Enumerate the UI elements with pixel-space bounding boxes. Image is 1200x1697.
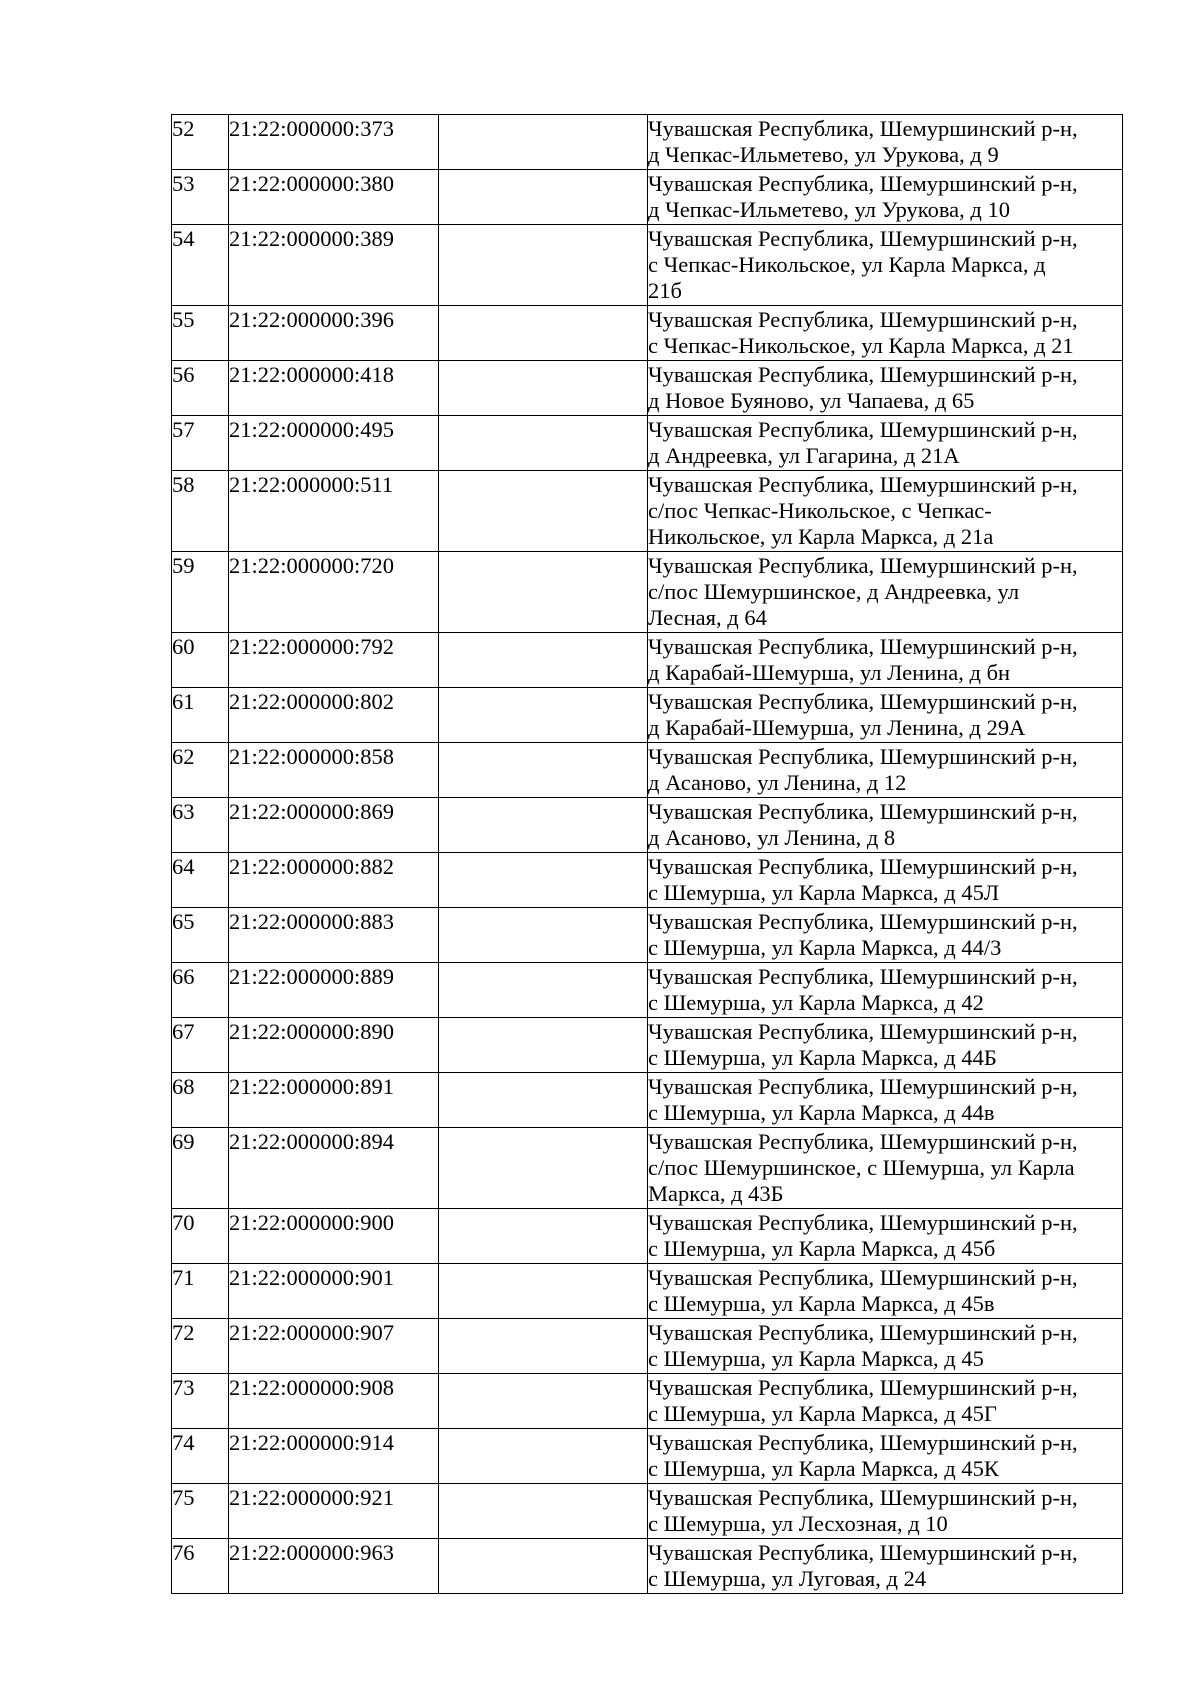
cadastral-number-cell: 21:22:000000:373 (229, 115, 439, 170)
address-line: с Чепкас-Никольское, ул Карла Маркса, д 21 (648, 333, 1074, 358)
address-line: с Шемурша, ул Карла Маркса, д 45Г (648, 1401, 997, 1426)
row-number-cell: 75 (172, 1484, 229, 1539)
empty-cell (439, 1429, 648, 1484)
cadastral-number-cell: 21:22:000000:963 (229, 1539, 439, 1594)
address-line: с Шемурша, ул Луговая, д 24 (648, 1566, 927, 1591)
table-row (172, 1128, 1123, 1209)
cadastral-number-cell: 21:22:000000:418 (229, 361, 439, 416)
address-line: с Шемурша, ул Лесхозная, д 10 (648, 1511, 948, 1536)
cadastral-number-cell: 21:22:000000:802 (229, 688, 439, 743)
address-cell (648, 743, 1123, 798)
table-row (172, 471, 1123, 552)
address-line: с Шемурша, ул Карла Маркса, д 45Л (648, 880, 1000, 905)
cadastral-number-cell: 21:22:000000:883 (229, 908, 439, 963)
address-line: с/пос Шемуршинское, д Андреевка, ул (648, 579, 1020, 604)
row-number-cell: 72 (172, 1319, 229, 1374)
row-number-cell: 65 (172, 908, 229, 963)
address-cell (648, 306, 1123, 361)
row-number-cell: 62 (172, 743, 229, 798)
address-cell (648, 1539, 1123, 1594)
empty-cell (439, 908, 648, 963)
address-line: с Шемурша, ул Карла Маркса, д 45 (648, 1346, 984, 1371)
cadastral-number-cell: 21:22:000000:511 (229, 471, 439, 552)
empty-cell (439, 1484, 648, 1539)
cadastral-number-cell: 21:22:000000:901 (229, 1264, 439, 1319)
table-row (172, 1319, 1123, 1374)
address-line: с Шемурша, ул Карла Маркса, д 44Б (648, 1045, 997, 1070)
address-line: д Карабай-Шемурша, ул Ленина, д бн (648, 660, 1011, 685)
cadastral-number-cell: 21:22:000000:792 (229, 633, 439, 688)
address-line: Чувашская Республика, Шемуршинский р-н, (648, 689, 1078, 714)
table-row (172, 743, 1123, 798)
address-line: Маркса, д 43Б (648, 1181, 784, 1206)
cadastral-number-cell: 21:22:000000:907 (229, 1319, 439, 1374)
empty-cell (439, 1128, 648, 1209)
empty-cell (439, 225, 648, 306)
cadastral-number-cell: 21:22:000000:900 (229, 1209, 439, 1264)
empty-cell (439, 853, 648, 908)
row-number-cell: 59 (172, 552, 229, 633)
empty-cell (439, 743, 648, 798)
address-line: Чувашская Республика, Шемуршинский р-н, (648, 417, 1078, 442)
address-line: Чувашская Республика, Шемуршинский р-н, (648, 1485, 1078, 1510)
cadastral-number-cell: 21:22:000000:921 (229, 1484, 439, 1539)
cadastral-number-cell: 21:22:000000:914 (229, 1429, 439, 1484)
address-line: Чувашская Республика, Шемуршинский р-н, (648, 1019, 1078, 1044)
address-line: Чувашская Республика, Шемуршинский р-н, (648, 634, 1078, 659)
address-line: с/пос Чепкас-Никольское, с Чепкас- (648, 498, 992, 523)
table-row (172, 361, 1123, 416)
table-row (172, 853, 1123, 908)
address-line: Чувашская Республика, Шемуршинский р-н, (648, 909, 1078, 934)
address-cell (648, 1209, 1123, 1264)
address-cell (648, 552, 1123, 633)
address-cell (648, 908, 1123, 963)
address-line: с Шемурша, ул Карла Маркса, д 45б (648, 1236, 996, 1261)
row-number-cell: 53 (172, 170, 229, 225)
row-number-cell: 61 (172, 688, 229, 743)
empty-cell (439, 688, 648, 743)
address-cell (648, 416, 1123, 471)
address-line: Чувашская Республика, Шемуршинский р-н, (648, 799, 1078, 824)
address-line: д Чепкас-Ильметево, ул Урукова, д 10 (648, 197, 1010, 222)
table-row (172, 1484, 1123, 1539)
address-line: д Андреевка, ул Гагарина, д 21А (648, 443, 960, 468)
address-line: Чувашская Республика, Шемуршинский р-н, (648, 226, 1078, 251)
row-number-cell: 74 (172, 1429, 229, 1484)
address-line: Чувашская Республика, Шемуршинский р-н, (648, 553, 1078, 578)
cadastral-number-cell: 21:22:000000:495 (229, 416, 439, 471)
row-number-cell: 55 (172, 306, 229, 361)
empty-cell (439, 552, 648, 633)
address-cell (648, 170, 1123, 225)
table-row (172, 633, 1123, 688)
address-cell (648, 688, 1123, 743)
row-number-cell: 63 (172, 798, 229, 853)
empty-cell (439, 1073, 648, 1128)
row-number-cell: 76 (172, 1539, 229, 1594)
address-line: с Шемурша, ул Карла Маркса, д 44в (648, 1100, 995, 1125)
empty-cell (439, 963, 648, 1018)
table-row (172, 1264, 1123, 1319)
row-number-cell: 52 (172, 115, 229, 170)
address-cell (648, 963, 1123, 1018)
table-row (172, 115, 1123, 170)
empty-cell (439, 471, 648, 552)
address-line: Никольское, ул Карла Маркса, д 21а (648, 524, 994, 549)
cadastral-number-cell: 21:22:000000:869 (229, 798, 439, 853)
address-cell (648, 798, 1123, 853)
cadastral-number-cell: 21:22:000000:882 (229, 853, 439, 908)
address-line: д Карабай-Шемурша, ул Ленина, д 29А (648, 715, 1026, 740)
table-row (172, 1209, 1123, 1264)
address-cell (648, 633, 1123, 688)
empty-cell (439, 170, 648, 225)
row-number-cell: 73 (172, 1374, 229, 1429)
address-line: д Асаново, ул Ленина, д 12 (648, 770, 907, 795)
address-line: Чувашская Республика, Шемуршинский р-н, (648, 1265, 1078, 1290)
row-number-cell: 69 (172, 1128, 229, 1209)
empty-cell (439, 361, 648, 416)
table-row (172, 1429, 1123, 1484)
table-row (172, 688, 1123, 743)
address-line: д Чепкас-Ильметево, ул Урукова, д 9 (648, 142, 999, 167)
address-cell (648, 225, 1123, 306)
address-line: Лесная, д 64 (648, 605, 767, 630)
cadastral-number-cell: 21:22:000000:894 (229, 1128, 439, 1209)
cadastral-number-cell: 21:22:000000:389 (229, 225, 439, 306)
row-number-cell: 64 (172, 853, 229, 908)
row-number-cell: 71 (172, 1264, 229, 1319)
address-cell (648, 1429, 1123, 1484)
address-line: с Шемурша, ул Карла Маркса, д 45К (648, 1456, 999, 1481)
table-row (172, 963, 1123, 1018)
address-line: Чувашская Республика, Шемуршинский р-н, (648, 307, 1078, 332)
cadastral-number-cell: 21:22:000000:858 (229, 743, 439, 798)
cadastral-number-cell: 21:22:000000:720 (229, 552, 439, 633)
address-cell (648, 471, 1123, 552)
table-body (172, 115, 1123, 1594)
empty-cell (439, 306, 648, 361)
table-row (172, 306, 1123, 361)
address-cell (648, 1264, 1123, 1319)
table-row (172, 170, 1123, 225)
empty-cell (439, 416, 648, 471)
table-row (172, 1539, 1123, 1594)
empty-cell (439, 1209, 648, 1264)
address-cell (648, 1484, 1123, 1539)
address-line: д Асаново, ул Ленина, д 8 (648, 825, 896, 850)
address-line: Чувашская Республика, Шемуршинский р-н, (648, 1430, 1078, 1455)
address-line: Чувашская Республика, Шемуршинский р-н, (648, 171, 1078, 196)
row-number-cell: 54 (172, 225, 229, 306)
table-row (172, 416, 1123, 471)
row-number-cell: 70 (172, 1209, 229, 1264)
empty-cell (439, 1539, 648, 1594)
address-line: Чувашская Республика, Шемуршинский р-н, (648, 964, 1078, 989)
address-line: с Шемурша, ул Карла Маркса, д 42 (648, 990, 984, 1015)
row-number-cell: 68 (172, 1073, 229, 1128)
address-line: с Чепкас-Никольское, ул Карла Маркса, д (648, 252, 1046, 277)
table-row (172, 908, 1123, 963)
address-line: с/пос Шемуршинское, с Шемурша, ул Карла (648, 1155, 1075, 1180)
cadastral-number-cell: 21:22:000000:908 (229, 1374, 439, 1429)
empty-cell (439, 1018, 648, 1073)
row-number-cell: 66 (172, 963, 229, 1018)
address-line: Чувашская Республика, Шемуршинский р-н, (648, 1375, 1078, 1400)
table-row (172, 1073, 1123, 1128)
row-number-cell: 58 (172, 471, 229, 552)
address-line: Чувашская Республика, Шемуршинский р-н, (648, 744, 1078, 769)
empty-cell (439, 633, 648, 688)
address-line: Чувашская Республика, Шемуршинский р-н, (648, 472, 1078, 497)
address-line: Чувашская Республика, Шемуршинский р-н, (648, 1129, 1078, 1154)
address-line: Чувашская Республика, Шемуршинский р-н, (648, 362, 1078, 387)
address-cell (648, 1073, 1123, 1128)
cadastral-number-cell: 21:22:000000:890 (229, 1018, 439, 1073)
address-cell (648, 115, 1123, 170)
table-row (172, 1018, 1123, 1073)
address-line: Чувашская Республика, Шемуршинский р-н, (648, 1074, 1078, 1099)
address-cell (648, 361, 1123, 416)
address-line: Чувашская Республика, Шемуршинский р-н, (648, 1320, 1078, 1345)
address-line: 21б (648, 278, 682, 303)
address-cell (648, 1128, 1123, 1209)
empty-cell (439, 1319, 648, 1374)
cadastral-number-cell: 21:22:000000:380 (229, 170, 439, 225)
address-line: Чувашская Республика, Шемуршинский р-н, (648, 854, 1078, 879)
row-number-cell: 56 (172, 361, 229, 416)
property-table (171, 114, 1123, 1594)
row-number-cell: 60 (172, 633, 229, 688)
address-cell (648, 853, 1123, 908)
table-row (172, 225, 1123, 306)
empty-cell (439, 1264, 648, 1319)
empty-cell (439, 1374, 648, 1429)
row-number-cell: 67 (172, 1018, 229, 1073)
empty-cell (439, 798, 648, 853)
address-line: Чувашская Республика, Шемуршинский р-н, (648, 1210, 1078, 1235)
address-line: Чувашская Республика, Шемуршинский р-н, (648, 116, 1078, 141)
empty-cell (439, 115, 648, 170)
cadastral-number-cell: 21:22:000000:396 (229, 306, 439, 361)
address-cell (648, 1319, 1123, 1374)
address-cell (648, 1374, 1123, 1429)
table-row (172, 1374, 1123, 1429)
address-line: с Шемурша, ул Карла Маркса, д 44/3 (648, 935, 1002, 960)
address-cell (648, 1018, 1123, 1073)
table-row (172, 798, 1123, 853)
row-number-cell: 57 (172, 416, 229, 471)
table-row (172, 552, 1123, 633)
address-line: Чувашская Республика, Шемуршинский р-н, (648, 1540, 1078, 1565)
address-line: д Новое Буяново, ул Чапаева, д 65 (648, 388, 975, 413)
address-line: с Шемурша, ул Карла Маркса, д 45в (648, 1291, 995, 1316)
cadastral-number-cell: 21:22:000000:891 (229, 1073, 439, 1128)
cadastral-number-cell: 21:22:000000:889 (229, 963, 439, 1018)
